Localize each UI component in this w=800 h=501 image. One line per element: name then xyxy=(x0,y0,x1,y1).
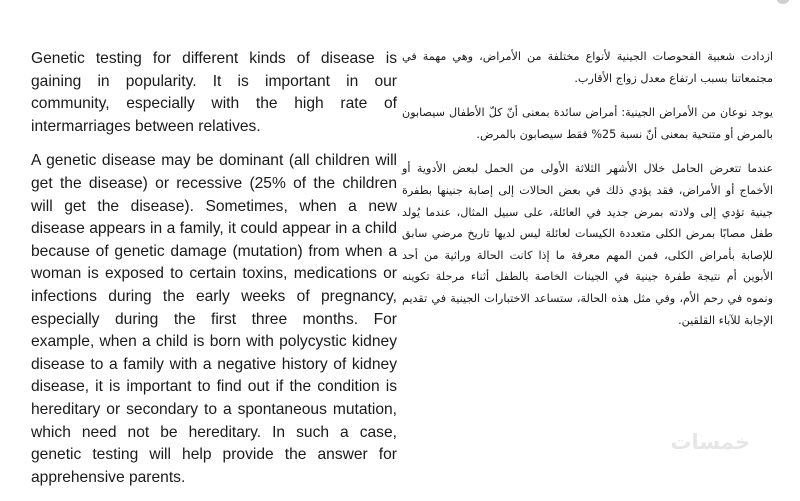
arabic-column xyxy=(402,46,773,344)
english-paragraph-intro: Genetic testing for different kinds of disease is gaining in popularity. It is important in our community, especially with the high rate of intermarriages between relatives. xyxy=(31,50,397,135)
arabic-paragraph-intro: ازدادت شعبية الفحوصات الجينية لأنواع مختلفة من الأمراض، وهي مهمة في مجتمعاتنا بسبب ارتفاع معدل زواج الأقارب. xyxy=(402,50,773,85)
arabic-paragraph-types: يوجد نوعان من الأمراض الجينية: أمراض سائدة بمعنى أنّ كلّ الأطفال سيصابون بالمرض أو متنحية بمعنى أنّ نسبة 25% فقط سيصابون بالمرض. xyxy=(402,106,773,141)
watermark-logo: خمسات xyxy=(670,430,750,454)
corner-mark-decoration xyxy=(776,0,790,4)
arabic-paragraph-details: عندما تتعرض الحامل خلال الأشهر الثلاثة الأولى من الحمل لبعض الأدوية أو الأخماج أو الأمراض، فقد يؤدي ذلك في بعض الحالات إلى إصابة جنينها بطفرة جينية تؤدي إلى ولادته بمرض جديد في العائلة، على سبيل المثال، عندما يُولد طفل مصابًا بمرض الكلى متعددة الكيسات لعائلة ليس لديها تاريخ مرضي سابق للإصابة بأمراض الكلى، فمن المهم معرفة ما إذا كانت الحالة وراثية من أحد الأبوين أم نتيجة طفرة جينية في الجينات الخاصة بالطفل أثناء مرحلة تكوينه ونموه في رحم الأم، وفي مثل هذه الحالة، ستساعد الاختبارات الجينية في تقديم الإجابة للآباء القلقين. xyxy=(402,162,773,327)
english-paragraph-details: A genetic disease may be dominant (all children will get the disease) or recessive (25% of the children will get the disease). Sometimes, when a new disease appears in a family, it could appear in a child because of genetic damage (mutation) from when a woman is exposed to certain toxins, medications or infections during the early weeks of pregnancy, especially during the first three months. For example, when a child is born with polycystic kidney disease to a family with a negative history of kidney disease, it is important to find out if the condition is hereditary or secondary to a spontaneous mutation, which need not be hereditary. In such a case, genetic testing will help provide the answer for apprehensive parents. xyxy=(31,152,397,486)
english-column xyxy=(31,48,397,501)
